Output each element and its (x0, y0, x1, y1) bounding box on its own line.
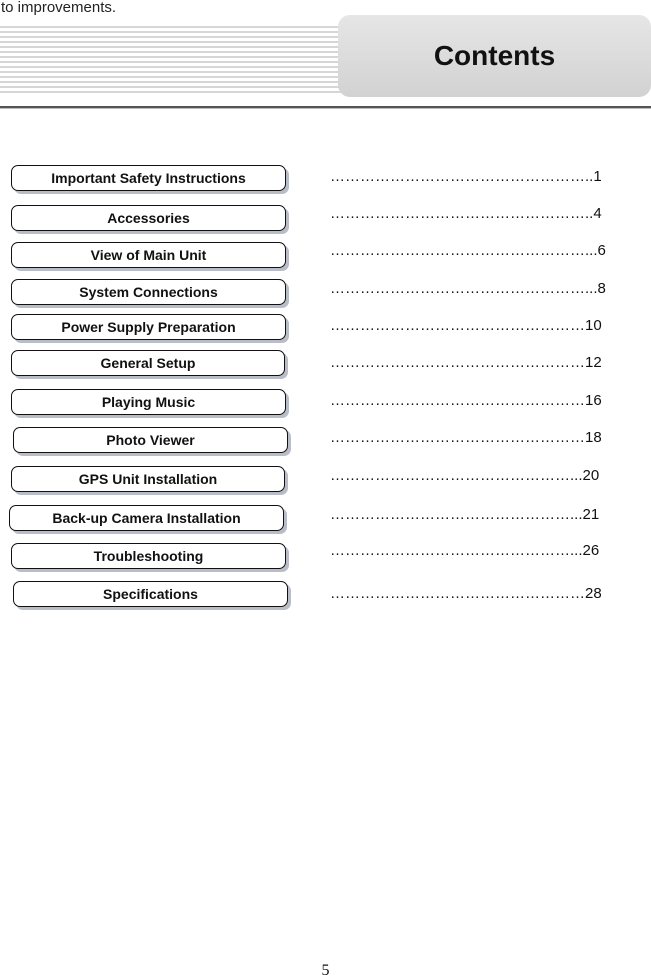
toc-entry-label: Specifications (103, 586, 198, 602)
toc-leader-gps-unit-installation (330, 467, 599, 484)
toc-leader-troubleshooting (330, 542, 599, 559)
toc-entry-label: Important Safety Instructions (51, 170, 246, 186)
toc-leader-power-supply-preparation (330, 317, 602, 334)
toc-entry-label: General Setup (100, 355, 196, 371)
toc-leader-back-up-camera-installation (330, 506, 599, 523)
toc-entry-label: Photo Viewer (106, 432, 195, 448)
toc-page-number: 21 (582, 506, 600, 523)
toc-entry-troubleshooting[interactable] (11, 543, 286, 569)
toc-entry-label: System Connections (79, 284, 218, 300)
toc-leader-dots: …………………………………………… (330, 585, 585, 602)
toc-page-number: 1 (593, 168, 602, 185)
toc-page-number: 26 (582, 542, 600, 559)
toc-leader-dots: ……………………………………………... (330, 280, 598, 297)
toc-leader-dots: …………………………………………….. (330, 205, 594, 222)
toc-leader-specifications (330, 585, 602, 602)
toc-entry-label: Back-up Camera Installation (52, 510, 241, 526)
toc-entry-label: Power Supply Preparation (61, 319, 236, 335)
toc-entry-label: View of Main Unit (90, 247, 207, 263)
previous-page-text-fragment: to improvements. (1, 0, 117, 16)
toc-entry-label: GPS Unit Installation (78, 471, 218, 487)
page-number: 5 (321, 962, 330, 979)
toc-leader-dots: …………………………………………… (330, 354, 585, 371)
toc-page-number: 18 (585, 429, 602, 446)
header-stripes-decoration (0, 26, 345, 96)
toc-entry-specifications[interactable] (13, 581, 288, 607)
toc-leader-playing-music (330, 392, 602, 409)
toc-page-number: 10 (585, 317, 602, 334)
toc-page-number: 28 (585, 585, 602, 602)
toc-entry-label: Troubleshooting (93, 548, 204, 564)
toc-page-number: 8 (597, 280, 606, 297)
page-title: Contents (433, 40, 556, 71)
toc-leader-dots: …………………………………………… (330, 317, 585, 334)
toc-leader-dots: …………………………………………….. (330, 168, 594, 185)
toc-entry-label: Playing Music (101, 394, 196, 410)
toc-page-number: 16 (585, 392, 602, 409)
toc-entry-label: Accessories (107, 210, 190, 226)
toc-page-number: 4 (593, 205, 602, 222)
toc-leader-accessories (330, 205, 602, 222)
toc-leader-view-of-main-unit (330, 242, 606, 259)
toc-leader-general-setup (330, 354, 602, 371)
toc-leader-dots: …………………………………………... (330, 506, 583, 523)
toc-entry-photo-viewer[interactable] (13, 427, 288, 453)
toc-leader-dots: …………………………………………… (330, 429, 585, 446)
toc-leader-system-connections (330, 280, 606, 297)
toc-leader-important-safety-instructions (330, 168, 602, 185)
toc-entry-system-connections[interactable] (11, 279, 286, 305)
toc-leader-dots: ……………………………………………... (330, 242, 598, 259)
toc-entry-power-supply-preparation[interactable] (11, 314, 286, 340)
toc-entry-accessories[interactable] (11, 205, 286, 231)
toc-page-number: 12 (585, 354, 602, 371)
toc-entry-gps-unit-installation[interactable] (11, 466, 285, 492)
toc-page-number: 20 (582, 467, 600, 484)
toc-page-number: 6 (597, 242, 606, 259)
toc-leader-photo-viewer (330, 429, 602, 446)
toc-leader-dots: …………………………………………... (330, 467, 583, 484)
toc-entry-important-safety-instructions[interactable] (11, 165, 286, 191)
header-divider (0, 106, 651, 109)
toc-leader-dots: …………………………………………... (330, 542, 583, 559)
toc-leader-dots: …………………………………………… (330, 392, 585, 409)
contents-title-tab (338, 15, 651, 97)
toc-entry-playing-music[interactable] (11, 389, 286, 415)
toc-entry-view-of-main-unit[interactable] (11, 242, 286, 268)
toc-entry-general-setup[interactable] (11, 350, 285, 376)
toc-entry-back-up-camera-installation[interactable] (9, 505, 284, 531)
